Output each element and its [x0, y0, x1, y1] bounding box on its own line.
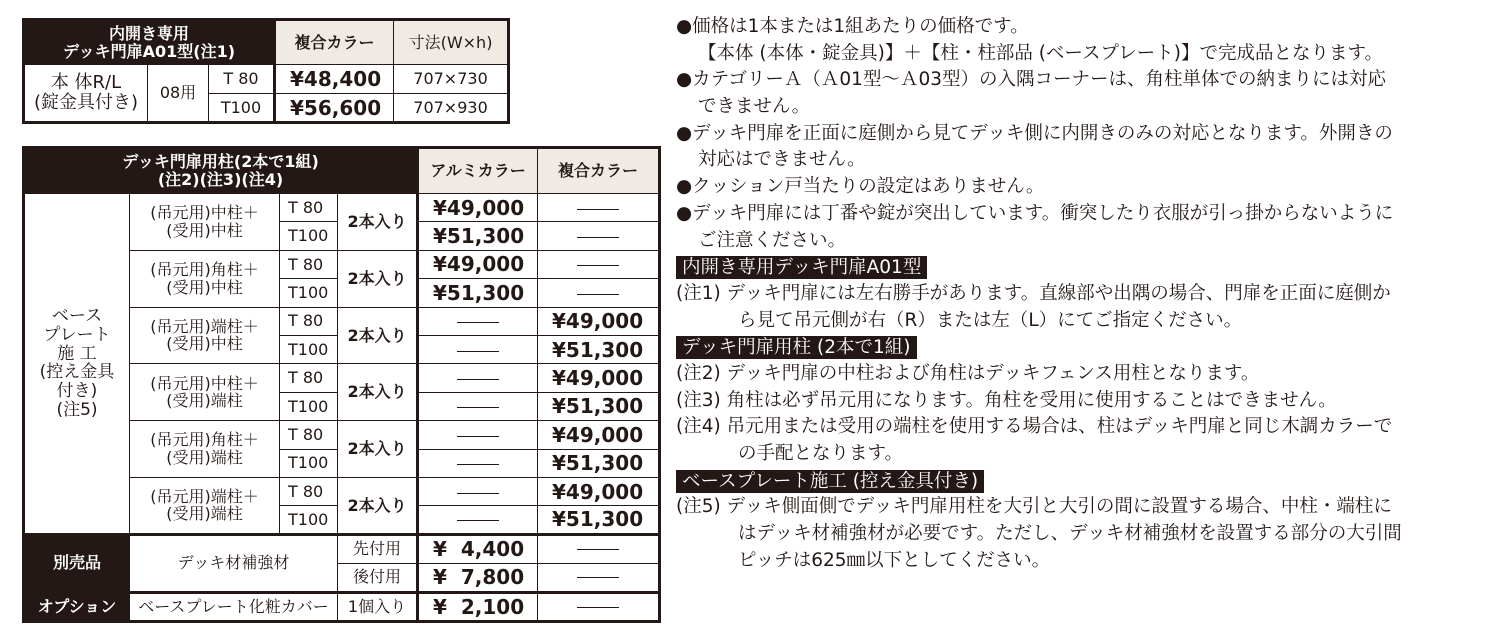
note-line: ●価格は1本または1組あたりの価格です。 [676, 16, 1029, 37]
separate-label: 別売品 [24, 534, 130, 592]
note-line: の手配となります。 [738, 443, 904, 464]
note-line: (注4) 吊元用または受用の端柱を使用する場合は、柱はデッキ門扉と同じ木調カラーで [676, 416, 1393, 438]
note-line: ●クッション戸当たりの設定はありません。 [676, 176, 1045, 198]
table-row [24, 592, 660, 621]
dash-mark [457, 520, 499, 521]
composite-price: ¥49,000 [538, 364, 660, 392]
title-line: デッキ門扉A01型(注1) [62, 41, 236, 61]
dash-mark [457, 493, 499, 494]
size-label: 08用 [148, 65, 209, 123]
type-cell: 先付用 [338, 534, 418, 563]
dash-mark [457, 436, 499, 437]
composite-price: ¥49,000 [538, 477, 660, 505]
dash-mark [457, 351, 499, 352]
dash-mark [457, 379, 499, 380]
note-line: ご注意ください。 [698, 229, 847, 251]
group-label [24, 194, 130, 535]
note-line: ●デッキ門扉には丁番や錠が突出しています。衝突したり衣服が引っ掛からないように [676, 202, 1394, 224]
type-cell: T100 [280, 449, 338, 477]
type-cell: T 80 [280, 477, 338, 505]
set-name [130, 250, 280, 307]
composite-price: ¥51,300 [538, 506, 660, 534]
dash-mark [577, 607, 619, 608]
dash-mark [577, 549, 619, 550]
set-name [130, 194, 280, 251]
type-cell: T 80 [280, 307, 338, 335]
set-name [130, 364, 280, 421]
quantity-cell: 2本入り [338, 194, 418, 251]
composite-price: ¥51,300 [538, 335, 660, 363]
aluminum-price: ¥49,000 [418, 250, 538, 278]
price-cell: ¥ 2,100 [418, 592, 538, 621]
name-line: (受用)中柱 [166, 277, 243, 297]
quantity-cell: 2本入り [338, 250, 418, 307]
aluminum-price [418, 477, 538, 505]
title-line: (注2)(注3)(注4) [157, 170, 284, 189]
dash-mark [577, 209, 619, 210]
composite-price [538, 279, 660, 307]
name-line: (吊元用)端柱＋ [150, 316, 259, 336]
aluminum-price [418, 449, 538, 477]
note-line: ●カテゴリーＡ（Ａ01型～Ａ03型）の入隅コーナーは、角柱単体での納まりには対応 [676, 69, 1386, 91]
composite-price [538, 250, 660, 278]
type-cell: T100 [280, 335, 338, 363]
name-line: (吊元用)角柱＋ [150, 260, 259, 280]
section-heading-line [676, 254, 1496, 281]
post-table-title [24, 148, 418, 194]
type-cell: T 80 [280, 194, 338, 222]
group-line: 施 工 [57, 343, 97, 364]
note-line: できません。 [698, 96, 811, 118]
dash-mark [577, 265, 619, 266]
price-cell: ¥48,400 [275, 65, 394, 94]
note-line: 【本体 (本体・錠金具)】＋【柱・柱部品 (ベースプレート)】で完成品となります。 [698, 42, 1383, 64]
note-line: はデッキ材補強材が必要です。ただし、デッキ材補強材を設置する部分の大引間 [738, 523, 1402, 545]
group-line: ベース [51, 306, 103, 327]
quantity-cell: 2本入り [338, 421, 418, 478]
group-line: (控え金具 [39, 362, 115, 383]
aluminum-price: ¥49,000 [418, 194, 538, 222]
composite-price: ¥49,000 [538, 307, 660, 335]
option-label: オプション [24, 592, 130, 621]
type-cell: T100 [280, 279, 338, 307]
dash-mark [577, 237, 619, 238]
group-line: プレート [43, 324, 111, 345]
note-line: 対応はできません。 [698, 149, 866, 171]
aluminum-price [418, 335, 538, 363]
note-line: (注3) 角柱は必ず吊元用になります。角柱を受用に使用することはできません。 [676, 389, 1337, 411]
type-cell: T 80 [209, 65, 275, 94]
separate-item-name: デッキ材補強材 [130, 534, 338, 592]
note-line: ピッチは625㎜以下としてください。 [738, 549, 1051, 571]
type-cell: 1個入り [338, 592, 418, 621]
item-line: 本 体R/L [50, 72, 122, 94]
price-cell: ¥56,600 [275, 94, 394, 123]
col-composite-color: 複合カラー [538, 148, 660, 194]
price-cell: ¥ 4,400 [418, 534, 538, 563]
quantity-cell: 2本入り [338, 477, 418, 534]
composite-price: ¥51,300 [538, 449, 660, 477]
composite-price [538, 194, 660, 222]
set-name [130, 307, 280, 364]
item-line: (錠金具付き) [33, 92, 139, 113]
note-line: (注1) デッキ門扉には左右勝手があります。直線部や出隅の場合、門扉を正面に庭側か [676, 282, 1391, 304]
type-cell: T100 [280, 222, 338, 250]
name-line: (吊元用)中柱＋ [150, 203, 259, 223]
composite-price [538, 563, 660, 592]
note-line: ら見て吊元側が右（R）または左（L）にてご指定ください。 [738, 309, 1243, 331]
name-line: (受用)中柱 [166, 220, 243, 240]
item-name [24, 65, 148, 123]
dash-mark [457, 322, 499, 323]
post-price-table [22, 146, 661, 623]
type-cell: T 80 [280, 364, 338, 392]
type-cell: T100 [209, 94, 275, 123]
aluminum-price [418, 506, 538, 534]
composite-price: ¥49,000 [538, 421, 660, 449]
aluminum-price: ¥51,300 [418, 279, 538, 307]
aluminum-price [418, 421, 538, 449]
type-cell: T100 [280, 392, 338, 420]
aluminum-price [418, 307, 538, 335]
type-cell: T 80 [280, 250, 338, 278]
section-heading: 内開き専用デッキ門扉A01型 [676, 256, 927, 279]
door-price-table [22, 18, 510, 124]
section-heading: デッキ門扉用柱 (2本で1組) [676, 336, 917, 359]
type-cell: T100 [280, 506, 338, 534]
name-line: (吊元用)中柱＋ [150, 373, 259, 393]
dimension-cell: 707×730 [394, 65, 509, 94]
name-line: (受用)端柱 [166, 504, 243, 524]
aluminum-price [418, 364, 538, 392]
dash-mark [577, 294, 619, 295]
note-line: ●デッキ門扉を正面に庭側から見てデッキ側に内開きのみの対応となります。外開きの [676, 122, 1393, 144]
group-line: 付き) [56, 381, 98, 402]
section-heading: ベースプレート施工 (控え金具付き) [676, 470, 984, 493]
composite-price: ¥51,300 [538, 392, 660, 420]
name-line: (受用)端柱 [166, 391, 243, 411]
name-line: (吊元用)角柱＋ [150, 430, 259, 450]
name-line: (吊元用)端柱＋ [150, 486, 259, 506]
option-item-name: ベースプレート化粧カバー [130, 592, 338, 621]
dash-mark [457, 407, 499, 408]
col-size: 寸法(W×h) [394, 20, 509, 65]
price-cell: ¥ 7,800 [418, 563, 538, 592]
door-table-title [24, 20, 275, 65]
note-line: (注2) デッキ門扉の中柱および角柱はデッキフェンス用柱となります。 [676, 362, 1260, 384]
aluminum-price: ¥51,300 [418, 222, 538, 250]
set-name [130, 477, 280, 534]
type-cell: T 80 [280, 421, 338, 449]
section-heading-line [676, 468, 1496, 495]
name-line: (受用)端柱 [166, 448, 243, 468]
group-line: (注5) [56, 399, 98, 420]
dash-mark [577, 577, 619, 578]
title-line: デッキ門扉用柱(2本で1組) [122, 152, 319, 172]
col-composite-color: 複合カラー [275, 20, 394, 65]
composite-price [538, 592, 660, 621]
dash-mark [457, 464, 499, 465]
name-line: (受用)中柱 [166, 334, 243, 354]
quantity-cell: 2本入り [338, 364, 418, 421]
composite-price [538, 534, 660, 563]
notes-section [676, 14, 1496, 574]
table-row [24, 194, 660, 222]
col-aluminum-color: アルミカラー [418, 148, 538, 194]
section-heading-line [676, 334, 1496, 361]
set-name [130, 421, 280, 478]
title-line: 内開き専用 [109, 23, 190, 43]
dimension-cell: 707×930 [394, 94, 509, 123]
aluminum-price [418, 392, 538, 420]
composite-price [538, 222, 660, 250]
type-cell: 後付用 [338, 563, 418, 592]
table-row [24, 534, 660, 563]
note-line: (注5) デッキ側面側でデッキ門扉用柱を大引と大引の間に設置する場合、中柱・端柱に [676, 496, 1392, 518]
quantity-cell: 2本入り [338, 307, 418, 364]
